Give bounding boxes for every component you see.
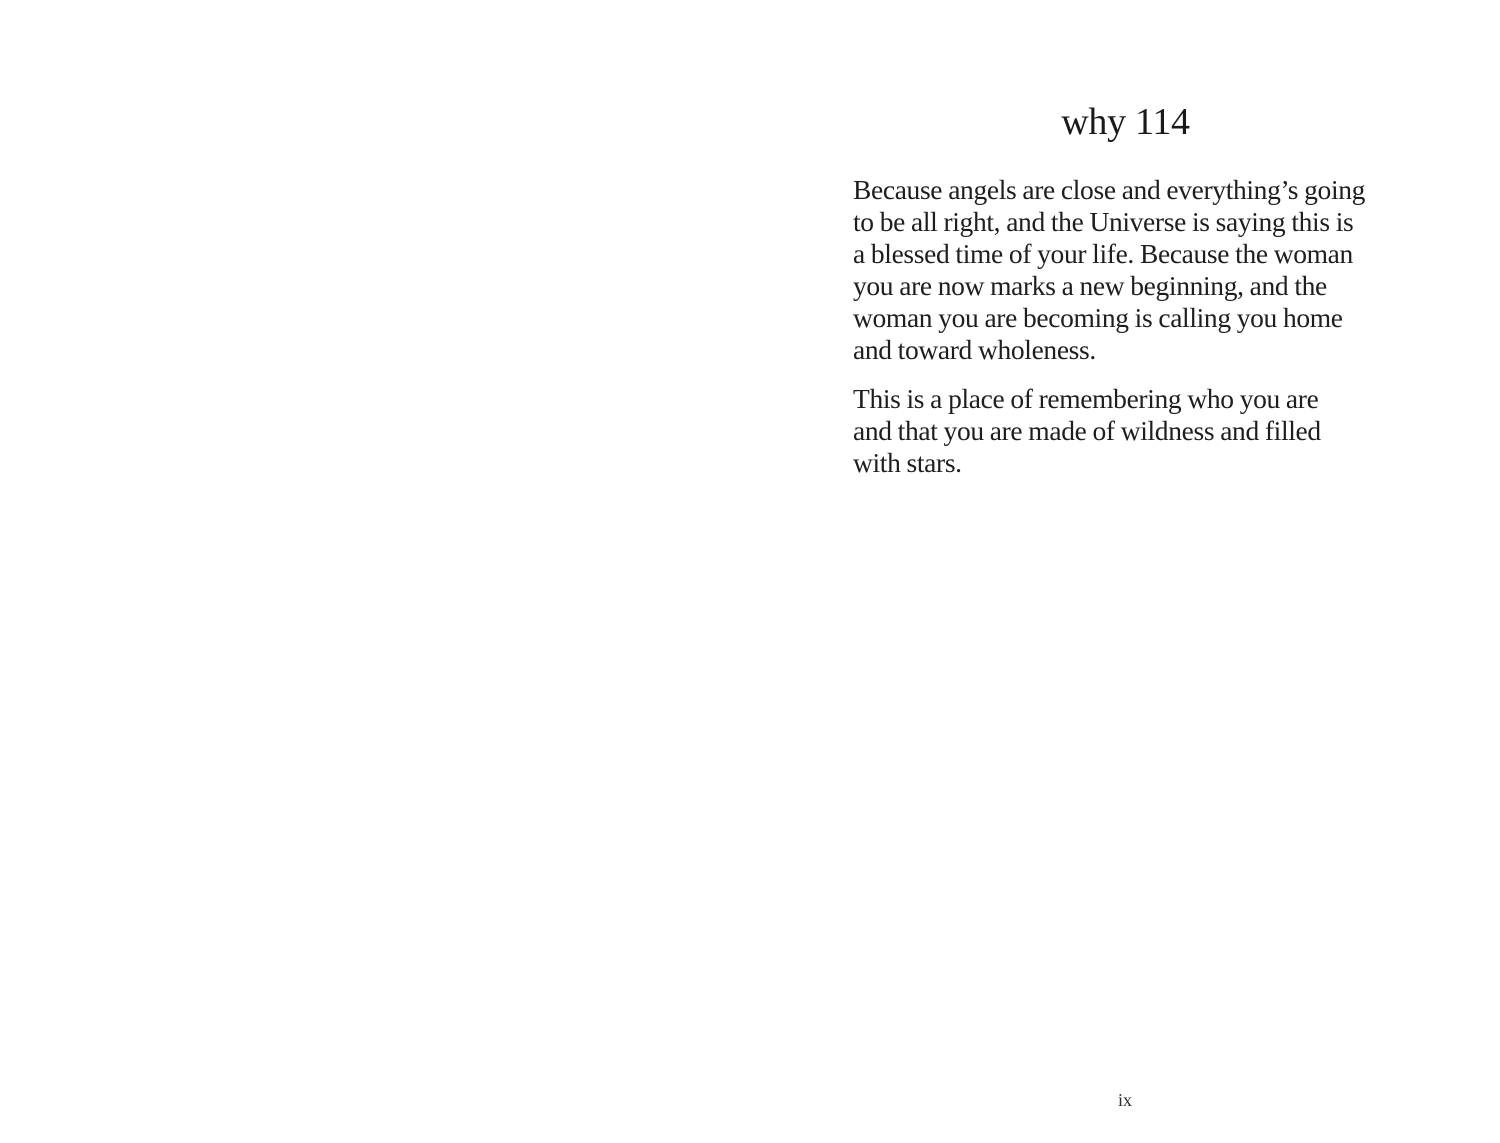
- right-page: [750, 0, 1500, 1143]
- text-line: This is a place of remembering who you are: [853, 383, 1319, 414]
- paragraph-2: [853, 383, 1413, 479]
- text-line: a blessed time of your life. Because the woman: [853, 238, 1353, 269]
- text-line: you are now marks a new beginning, and the: [853, 270, 1327, 301]
- text-line: and toward wholeness.: [853, 334, 1096, 365]
- text-line: and that you are made of wildness and filled: [853, 415, 1321, 446]
- page-number: ix: [1117, 1090, 1132, 1110]
- body-text: [853, 174, 1413, 496]
- paragraph-1: [853, 174, 1413, 366]
- text-line: with stars.: [853, 447, 962, 478]
- chapter-title: why 114: [1061, 101, 1190, 143]
- text-line: to be all right, and the Universe is saying this is: [853, 206, 1354, 237]
- text-line: woman you are becoming is calling you home: [853, 302, 1343, 333]
- text-line: Because angels are close and everything’s going: [853, 174, 1366, 205]
